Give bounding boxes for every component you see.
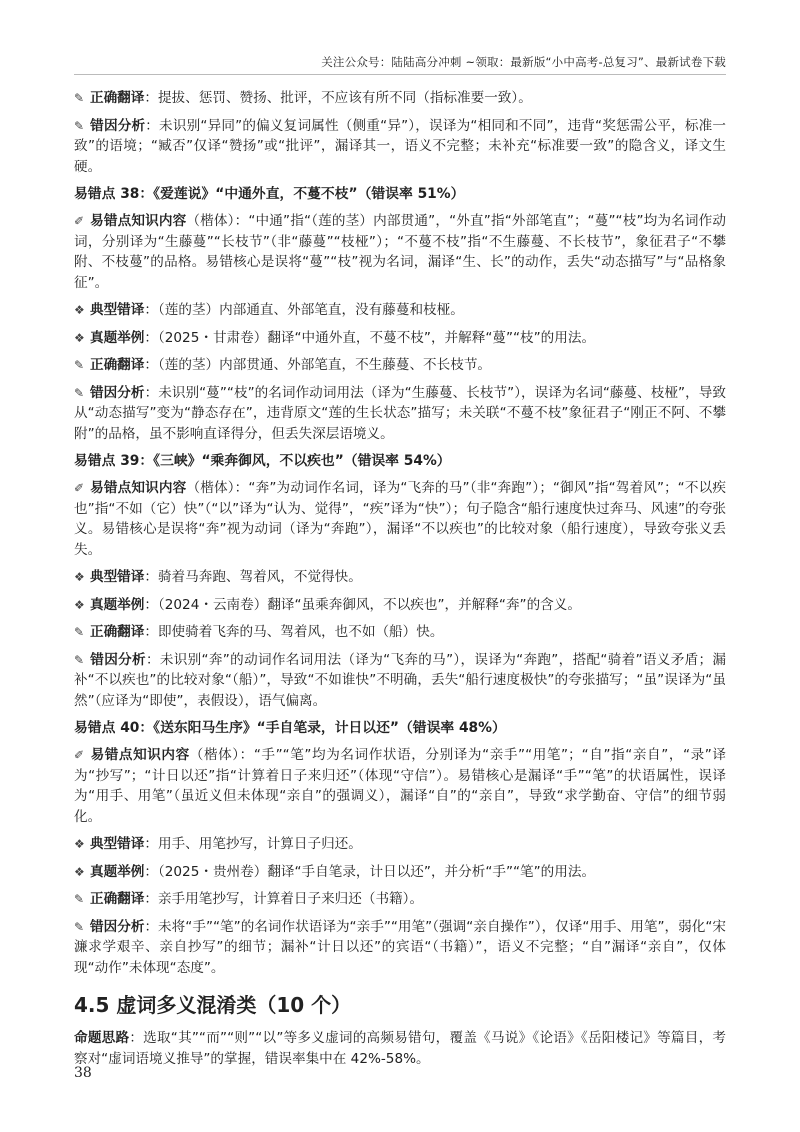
paragraph	[74, 745, 726, 827]
diamond-bullet-icon: ❖	[74, 570, 85, 584]
paragraph-text: （楷体）：“中通”指“（莲的茎）内部贯通”，“外直”指“外部笔直”；“蔓”“枝”均为名词作动词，分别译为“生藤蔓”“长枝节”（非“藤蔓”“枝桠”）；“不蔓不枝”指“不生藤蔓、不长枝节”，象征君子“不攀附、不枝蔓”的品格。易错核心是误将“蔓”“枝”视为名词，漏译“生、长”的动作，丢失“动态描写”与“品格象征”。	[74, 213, 726, 291]
paragraph	[74, 1028, 726, 1069]
diamond-bullet-icon: ❖	[74, 597, 85, 612]
diamond-bullet-icon: ❖	[74, 303, 85, 317]
paragraph-label: 真题举例	[90, 329, 145, 346]
paragraph-label: 正确翻译	[90, 357, 145, 373]
paragraph	[74, 834, 726, 855]
paragraph-label: 典型错译	[90, 302, 145, 318]
error-point-heading: 易错点 38：《爱莲说》“中通外直，不蔓不枝”（错误率 51%）	[74, 186, 465, 202]
pencil-icon: ✎	[74, 652, 85, 667]
pencil-icon: ✎	[74, 91, 85, 105]
paragraph	[74, 300, 726, 321]
paragraph-label: 易错点知识内容	[90, 213, 187, 229]
document-body	[74, 88, 726, 1076]
pen-icon: ✐	[74, 748, 85, 762]
error-point-heading: 易错点 39：《三峡》“乘奔御风，不以疾也”（错误率 54%）	[74, 453, 451, 469]
paragraph	[74, 567, 726, 588]
pencil-icon: ✎	[74, 358, 85, 372]
paragraph-text: ：（莲的茎）内部通直、外部笔直，没有藤蔓和枝桠。	[144, 302, 464, 318]
paragraph	[74, 88, 726, 109]
pencil-icon: ✎	[74, 118, 85, 133]
paragraph-text: ：未将“手”“笔”的名词作状语译为“亲手”“用笔”（强调“亲自操作”），仅译“用手、用笔”，弱化“宋濂求学艰辛、亲自抄写”的细节；漏补“计日以还”的宾语“（书籍）”，语义不完整；“自”漏译“亲自”，仅体现“动作”未体现“态度”。	[74, 918, 727, 976]
paragraph-label: 典型错译	[90, 569, 145, 585]
paragraph-label: 易错点知识内容	[90, 480, 187, 496]
pen-icon: ✐	[74, 481, 85, 495]
paragraph-label: 错因分析	[90, 384, 145, 401]
paragraph-text: ：未识别“奔”的动词作名词用法（译为“飞奔的马”），误译为“奔跑”，搭配“骑着”语义矛盾；漏补“不以疾也”的比较对象“（船）”，导致“不如谁快”不明确，丢失“船行速度极快”的夸张描写；“虽”误译为“虽然”（应译为“即使”，表假设），语气偏离。	[74, 651, 727, 709]
paragraph-text: ：即使骑着飞奔的马、驾着风，也不如（船）快。	[144, 624, 444, 640]
paragraph	[74, 595, 726, 616]
paragraph	[74, 917, 726, 979]
page-number: 38	[74, 1065, 92, 1081]
paragraph-text: ：（2024・云南卷）翻译“虽乘奔御风，不以疾也”，并解释“奔”的含义。	[144, 596, 581, 613]
paragraph-label: 真题举例	[90, 863, 145, 880]
pencil-icon: ✎	[74, 892, 85, 906]
paragraph	[74, 383, 726, 445]
paragraph	[74, 862, 726, 883]
diamond-bullet-icon: ❖	[74, 330, 85, 345]
paragraph	[74, 355, 726, 376]
paragraph-text: ：未识别“异同”的偏义复词属性（侧重“异”），误译为“相同和不同”，违背“奖惩需公平，标准一致”的语境；“臧否”仅译“赞扬”或“批评”，漏译其一，语义不完整；未补充“标准要一致”的隐含义，译文生硬。	[74, 117, 727, 175]
paragraph	[74, 650, 726, 712]
paragraph	[74, 116, 726, 178]
paragraph-label: 易错点知识内容	[90, 747, 190, 763]
paragraph	[74, 622, 726, 643]
paragraph-label: 真题举例	[90, 596, 145, 613]
paragraph-text: ：选取“其”“而”“则”“以”等多义虚词的高频易错句，覆盖《马说》《论语》《岳阳楼记》等篇目，考察对“虚词语境义推导”的掌握，错误率集中在 42%-58%。	[74, 1030, 726, 1067]
paragraph-text: （楷体）：“手”“笔”均为名词作状语，分别译为“亲手”“用笔”；“自”指“亲自”，“录”译为“抄写”；“计日以还”指“计算着日子来归还”（体现“守信”）。易错核心是漏译“手”“笔”的状语属性，误译为“用手、用笔”（虽近义但未体现“亲自”的强调义），漏译“自”的“亲自”，导致“求学勤奋、守信”的细节弱化。	[74, 747, 726, 825]
paragraph-label: 正确翻译	[90, 891, 145, 907]
pencil-icon: ✎	[74, 385, 85, 400]
pencil-icon: ✎	[74, 625, 85, 639]
paragraph-label: 错因分析	[90, 651, 146, 668]
page-header: 关注公众号：陆陆高分冲刺 ~领取：最新版“小中高考-总复习”、最新试卷下载	[74, 54, 726, 75]
error-point-heading: 易错点 40：《送东阳马生序》“手自笔录，计日以还”（错误率 48%）	[74, 720, 506, 736]
paragraph-text: ：用手、用笔抄写，计算日子归还。	[144, 836, 362, 852]
paragraph-text: （楷体）：“奔”为动词作名词，译为“飞奔的马”（非“奔跑”）；“御风”指“驾着风”；“不以疾也”指“不如（它）快”（“以”译为“认为、觉得”，“疾”译为“快”）；句子隐含“船行速度快过奔马、风速”的夸张义。易错核心是误将“奔”视为动词（译为“奔跑”），漏译“不以疾也”的比较对象（船行速度），导致夸张义丢失。	[74, 480, 726, 558]
paragraph-label: 错因分析	[90, 918, 145, 935]
paragraph	[74, 328, 726, 349]
paragraph	[74, 478, 726, 560]
paragraph-label: 正确翻译	[90, 624, 145, 640]
paragraph-text: ：（2025・贵州卷）翻译“手自笔录，计日以还”，并分析“手”“笔”的用法。	[144, 863, 596, 880]
paragraph-text: ：提拔、惩罚、赞扬、批评，不应该有所不同（指标准要一致）。	[144, 90, 532, 106]
diamond-bullet-icon: ❖	[74, 837, 85, 851]
paragraph-text: ：（2025・甘肃卷）翻译“中通外直，不蔓不枝”，并解释“蔓”“枝”的用法。	[144, 329, 596, 346]
pen-icon: ✐	[74, 214, 85, 228]
paragraph	[74, 889, 726, 910]
paragraph-text: ：骑着马奔跑、驾着风，不觉得快。	[144, 569, 362, 585]
paragraph-label: 正确翻译	[90, 90, 145, 106]
diamond-bullet-icon: ❖	[74, 864, 85, 879]
pencil-icon: ✎	[74, 919, 85, 934]
paragraph	[74, 211, 726, 293]
section-title: 4.5 虚词多义混淆类（10 个）	[74, 993, 352, 1017]
paragraph-text: ：未识别“蔓”“枝”的名词作动词用法（译为“生藤蔓、长枝节”），误译为名词“藤蔓、枝桠”，导致从“动态描写”变为“静态存在”，违背原文“莲的生长状态”描写；未关联“不蔓不枝”象征君子“刚正不阿、不攀附”的品格，虽不影响直译得分，但丢失深层语境义。	[74, 384, 727, 442]
paragraph-text: ：（莲的茎）内部贯通、外部笔直，不生藤蔓、不长枝节。	[144, 357, 492, 373]
paragraph-label: 命题思路	[74, 1030, 130, 1046]
paragraph-label: 错因分析	[90, 117, 146, 134]
paragraph-text: ：亲手用笔抄写，计算着日子来归还（书籍）。	[144, 891, 424, 907]
paragraph-label: 典型错译	[90, 836, 145, 852]
